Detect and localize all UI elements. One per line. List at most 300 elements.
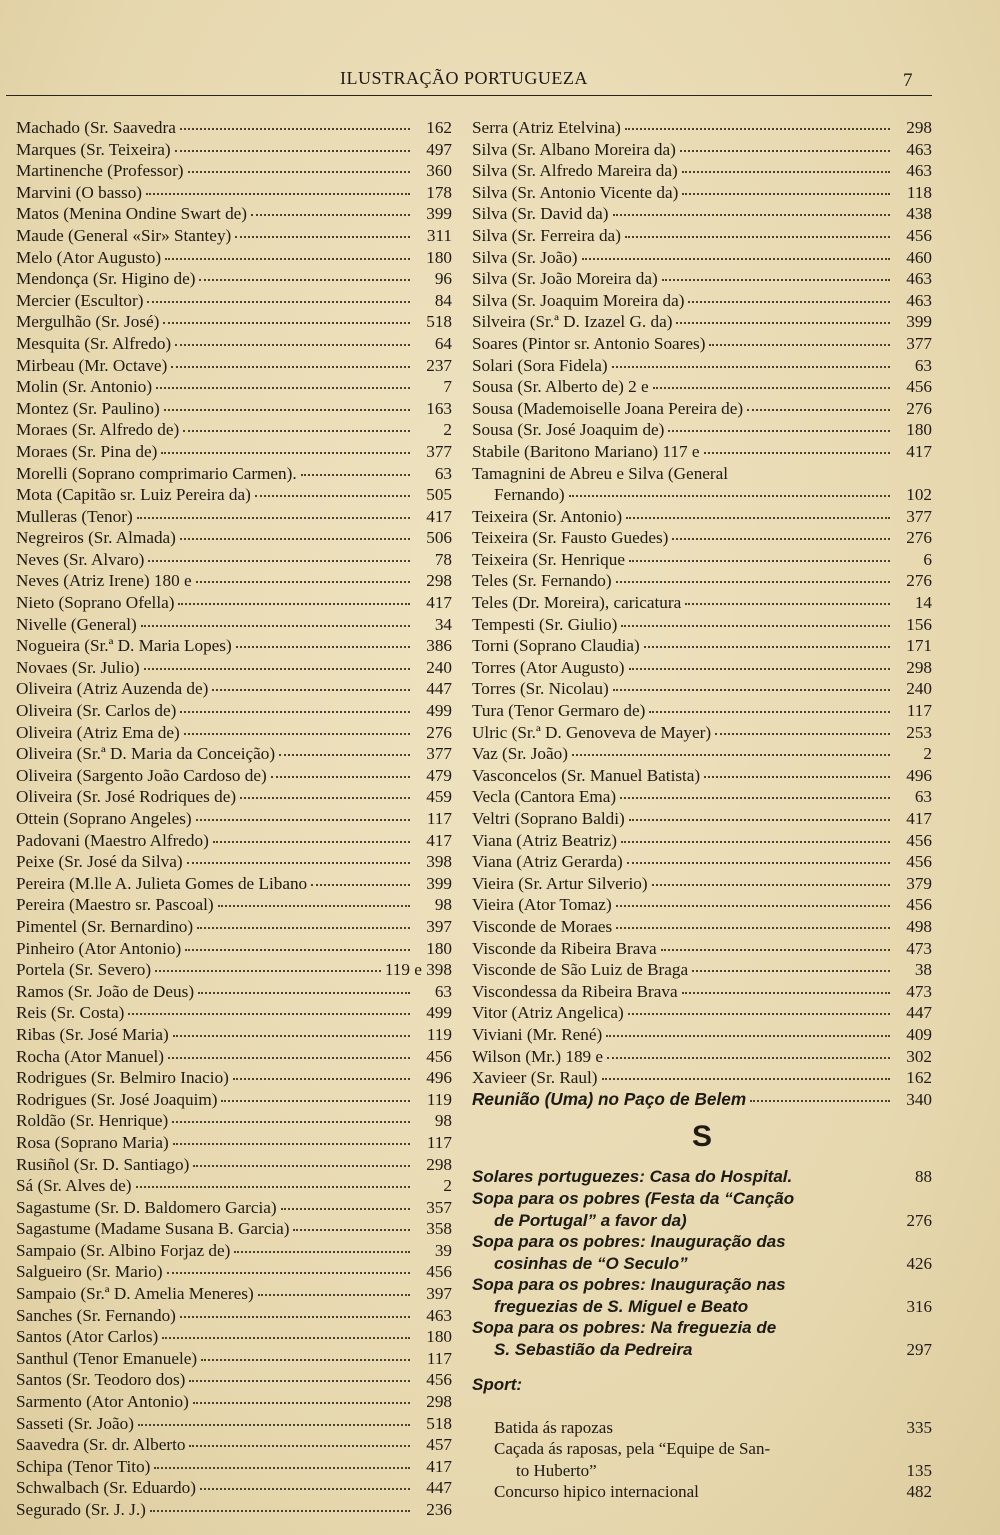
entry-name: Sasseti (Sr. João) [16, 1413, 134, 1433]
leader-dots [148, 560, 410, 562]
leader-dots [144, 668, 410, 670]
index-entry [16, 1197, 452, 1219]
left-index-column [16, 117, 452, 1521]
leader-dots [279, 754, 410, 756]
index-entry [16, 1132, 452, 1154]
leader-dots [602, 1078, 890, 1080]
leader-dots [688, 301, 890, 303]
entry-page: 377 [426, 744, 452, 764]
entry-page: 456 [906, 377, 932, 397]
index-entry [16, 1089, 452, 1111]
leader-dots [193, 1402, 410, 1404]
entry-page: 335 [906, 1417, 932, 1437]
leader-dots [185, 949, 410, 951]
index-entry [472, 981, 932, 1003]
entry-name: Salgueiro (Sr. Mario) [16, 1262, 163, 1282]
sport-entry [494, 1438, 932, 1481]
entry-name: Visconde da Ribeira Brava [472, 938, 657, 958]
index-entry [16, 808, 452, 830]
entry-page: 276 [906, 398, 932, 418]
entry-name: Pereira (Maestro sr. Pascoal) [16, 895, 214, 915]
index-entry [16, 1261, 452, 1283]
leader-dots [180, 1316, 410, 1318]
entry-page: 473 [906, 981, 932, 1001]
magazine-title: ILUSTRAÇÃO PORTUGUEZA [340, 68, 588, 88]
entry-page: 463 [906, 139, 932, 159]
index-entry [472, 419, 932, 441]
entry-name: Rusiñol (Sr. D. Santiago) [16, 1154, 190, 1174]
entry-page: 417 [426, 830, 452, 850]
entry-name: Ottein (Soprano Angeles) [16, 809, 192, 828]
entry-page: 180 [426, 938, 452, 958]
entry-name: Peixe (Sr. José da Silva) [16, 852, 183, 872]
index-entry [472, 722, 932, 744]
index-entry [472, 808, 932, 830]
entry-page: 117 [426, 809, 452, 828]
reuniao-entry [472, 1089, 932, 1111]
entry-name: Mendonça (Sr. Higino de) [16, 269, 196, 289]
index-entry [16, 1477, 452, 1499]
entry-name: Novaes (Sr. Julio) [16, 657, 140, 677]
sport-heading: Sport: [472, 1374, 523, 1394]
index-entry [472, 635, 932, 657]
entry-page: 482 [906, 1482, 932, 1502]
entry-page: 84 [434, 290, 452, 310]
entry-page: 447 [906, 1003, 932, 1023]
entry-page: 499 [426, 701, 452, 721]
leader-dots [569, 495, 890, 497]
index-entry [16, 1002, 452, 1024]
leader-dots [626, 517, 890, 519]
entry-page: 276 [906, 1210, 932, 1230]
entry-page: 39 [434, 1240, 452, 1260]
entry-line: to Huberto” [516, 1460, 597, 1480]
leader-dots [161, 452, 410, 454]
leader-dots [189, 1380, 410, 1382]
entry-page: 386 [426, 636, 452, 656]
entry-name: Vaz (Sr. João) [472, 744, 568, 764]
entry-page: 171 [906, 636, 932, 656]
entry-page: 96 [434, 269, 452, 289]
entry-page: 180 [906, 420, 932, 440]
leader-dots [171, 366, 410, 368]
index-entry [472, 160, 932, 182]
entry-line: de Portugal” a favor da) [494, 1210, 687, 1230]
index-entry [16, 894, 452, 916]
entry-page: 463 [906, 290, 932, 310]
index-entry [16, 247, 452, 269]
leader-dots [188, 171, 410, 173]
index-entry [472, 247, 932, 269]
entry-page: 180 [426, 1327, 452, 1347]
entry-name: Nogueira (Sr.ª D. Maria Lopes) [16, 636, 232, 656]
entry-name: Nivelle (General) [16, 614, 137, 634]
entry-name: Schwalbach (Sr. Eduardo) [16, 1478, 196, 1498]
entry-name: Machado (Sr. Saavedra [16, 118, 176, 137]
leader-dots [196, 581, 410, 583]
entry-page: 357 [426, 1197, 452, 1217]
index-entry [16, 268, 452, 290]
index-entry [472, 765, 932, 787]
entry-page: 473 [906, 938, 932, 958]
entry-page: 117 [426, 1348, 452, 1368]
entry-page: 456 [906, 895, 932, 915]
leader-dots [629, 819, 890, 821]
entry-name: Silva (Sr. João) [472, 247, 578, 267]
leader-dots [240, 797, 410, 799]
entry-page: 297 [906, 1340, 932, 1360]
entry-name: Sousa (Sr. José Joaquim de) [472, 420, 665, 440]
leader-dots [199, 279, 410, 281]
entry-page: 2 [923, 744, 932, 764]
index-entry [16, 311, 452, 333]
index-entry [472, 139, 932, 161]
entry-line: Batida ás rapozas [494, 1417, 613, 1437]
entry-name: Silva (Sr. David da) [472, 204, 609, 224]
entry-page: 505 [426, 485, 452, 505]
reuniao-page: 340 [906, 1089, 932, 1109]
index-entry [472, 959, 932, 981]
entry-name: Montez (Sr. Paulino) [16, 398, 160, 418]
index-entry [16, 527, 452, 549]
index-entry [472, 786, 932, 808]
entry-name: Matos (Menina Ondine Swart de) [16, 204, 248, 224]
index-entry [472, 743, 932, 765]
entry-name: Sampaio (Sr.ª D. Amelia Meneres) [16, 1284, 254, 1304]
index-entry [16, 959, 452, 981]
entry-name: Mota (Capitão sr. Luiz Pereira da) [16, 485, 251, 505]
index-entry [472, 894, 932, 916]
section-letter-s: S [691, 1120, 712, 1154]
entry-page: 409 [906, 1024, 932, 1044]
page-number: 7 [903, 70, 913, 91]
entry-page: 63 [434, 981, 452, 1001]
entry-page: 518 [426, 1413, 452, 1433]
entry-page: 38 [914, 960, 932, 980]
entry-page: 397 [426, 916, 452, 936]
leader-dots [136, 1186, 410, 1188]
leader-dots [193, 1165, 410, 1167]
entry-page: 240 [426, 657, 452, 677]
index-entry [16, 1218, 452, 1240]
entry-line: Sopa para os pobres: Inauguração das [472, 1232, 786, 1252]
entry-line: Sopa para os pobres (Festa da “Canção [472, 1188, 795, 1208]
entry-name: Oliveira (Sr. José Rodriques de) [16, 787, 237, 807]
leader-dots [147, 301, 410, 303]
index-entry [472, 938, 932, 960]
entry-page: 298 [426, 571, 452, 591]
entry-name: Mulleras (Tenor) [16, 506, 133, 526]
leader-dots [258, 1294, 410, 1296]
leader-dots [138, 1424, 410, 1426]
index-entry [16, 160, 452, 182]
entry-name: Mesquita (Sr. Alfredo) [16, 333, 172, 353]
leader-dots [218, 905, 410, 907]
entry-page: 276 [426, 722, 452, 742]
s-entry [472, 1188, 932, 1231]
entry-name: Torni (Soprano Claudia) [472, 636, 640, 656]
sport-entry [494, 1417, 932, 1439]
entry-name: Saavedra (Sr. dr. Alberto [16, 1435, 186, 1455]
entry-name: Silva (Sr. Joaquim Moreira da) [472, 290, 685, 310]
leader-dots [163, 322, 410, 324]
entry-page: 398 [426, 852, 452, 872]
leader-dots [668, 430, 890, 432]
index-entry [16, 1154, 452, 1176]
entry-page: 426 [906, 1253, 932, 1273]
leader-dots [162, 1337, 410, 1339]
entry-name: Xavieer (Sr. Raul) [472, 1068, 598, 1088]
entry-page: 463 [426, 1305, 452, 1325]
entry-name: Serra (Atriz Etelvina) [472, 118, 621, 137]
leader-dots [616, 905, 890, 907]
index-entry [472, 290, 932, 312]
entry-page: 156 [906, 614, 932, 634]
entry-page: 98 [434, 1111, 452, 1131]
entry-page: 302 [906, 1046, 932, 1066]
entry-name: Soares (Pintor sr. Antonio Soares) [472, 333, 706, 353]
entry-page: 276 [906, 528, 932, 548]
entry-page: 456 [426, 1370, 452, 1390]
entry-page: 496 [426, 1068, 452, 1088]
leader-dots [582, 258, 890, 260]
entry-text [494, 1438, 882, 1481]
entry-name: Padovani (Maestro Alfredo) [16, 830, 209, 850]
entry-page: 438 [906, 204, 932, 224]
entry-name: Torres (Sr. Nicolau) [472, 679, 609, 699]
entry-line: Sopa para os pobres: Na freguezia de [472, 1318, 777, 1338]
entry-page: 479 [426, 765, 452, 785]
entry-page: 463 [906, 161, 932, 181]
entry-name: Viviani (Mr. René) [472, 1024, 603, 1044]
index-entry [16, 225, 452, 247]
leader-dots [184, 733, 410, 735]
index-entry [16, 1110, 452, 1132]
leader-dots [715, 733, 890, 735]
entry-name: Pinheiro (Ator Antonio) [16, 938, 182, 958]
leader-dots [607, 1057, 890, 1059]
index-entry [16, 722, 452, 744]
index-entry [16, 1283, 452, 1305]
entry-name: Mergulhão (Sr. José) [16, 312, 160, 332]
index-entry [472, 333, 932, 355]
entry-page: 276 [906, 571, 932, 591]
entry-text [472, 1188, 882, 1231]
entry-page: 298 [426, 1154, 452, 1174]
leader-dots [629, 668, 890, 670]
s-entry [472, 1317, 932, 1360]
entry-name: Silva (Sr. João Moreira da) [472, 269, 658, 289]
entry-page: 399 [906, 312, 932, 332]
entry-name: Silva (Sr. Antonio Vicente da) [472, 182, 679, 202]
entry-name: Teixeira (Sr. Henrique [472, 549, 625, 569]
leader-dots [672, 538, 890, 540]
entry-name: Oliveira (Sr. Carlos de) [16, 701, 177, 721]
index-entry [16, 290, 452, 312]
index-entry [472, 830, 932, 852]
entry-page: 180 [426, 247, 452, 267]
index-entry [472, 592, 932, 614]
leader-dots [621, 841, 890, 843]
entry-name: Sanches (Sr. Fernando) [16, 1305, 176, 1325]
index-entry [16, 1175, 452, 1197]
entry-page: 178 [426, 182, 452, 202]
leader-dots [709, 344, 890, 346]
leader-dots [572, 754, 890, 756]
index-entry [16, 506, 452, 528]
leader-dots [200, 1488, 410, 1490]
entry-text [472, 1317, 882, 1360]
entry-page: 498 [906, 916, 932, 936]
entry-name: Molin (Sr. Antonio) [16, 377, 153, 397]
entry-name: Silva (Sr. Ferreira da) [472, 225, 621, 245]
entry-name: Vecla (Cantora Ema) [472, 787, 617, 807]
entry-name: Silva (Sr. Albano Moreira da) [472, 139, 676, 159]
entry-page: 456 [426, 1262, 452, 1282]
entry-line: Solares portuguezes: Casa do Hospital. [472, 1167, 793, 1187]
leader-dots [165, 258, 410, 260]
entry-page: 119 [426, 1089, 452, 1109]
index-entry [16, 139, 452, 161]
entry-page: 399 [426, 873, 452, 893]
leader-dots [172, 1121, 410, 1123]
entry-page: 377 [906, 333, 932, 353]
leader-dots [676, 322, 890, 324]
leader-dots [175, 344, 410, 346]
entry-name: Oliveira (Atriz Ema de) [16, 722, 180, 742]
index-entry [16, 635, 452, 657]
index-entry [472, 549, 932, 571]
leader-dots [198, 992, 410, 994]
entry-name: Sagastume (Sr. D. Baldomero Garcia) [16, 1197, 277, 1217]
entry-name: Neves (Sr. Alvaro) [16, 549, 145, 569]
index-entry [16, 441, 452, 463]
leader-dots [180, 128, 410, 130]
entry-page: 456 [906, 852, 932, 872]
entry-name: Sampaio (Sr. Albino Forjaz de) [16, 1240, 231, 1260]
entry-name: Oliveira (Sr.ª D. Maria da Conceição) [16, 744, 276, 764]
entry-name: Santhul (Tenor Emanuele) [16, 1348, 198, 1368]
entry-name: Reis (Sr. Costa) [16, 1003, 125, 1023]
s-entry [472, 1166, 932, 1188]
leader-dots [293, 1229, 410, 1231]
entry-page: 119 [426, 1024, 452, 1044]
entry-page: 162 [906, 1068, 932, 1088]
index-entry [16, 1348, 452, 1370]
leader-dots [692, 970, 890, 972]
entry-name: Martinenche (Professor) [16, 161, 184, 181]
entry-name: Neves (Atriz Irene) 180 e [16, 571, 192, 591]
index-entry [472, 506, 932, 528]
leader-dots [155, 970, 381, 972]
entry-name: Vitor (Atriz Angelica) [472, 1003, 624, 1023]
leader-dots [180, 538, 410, 540]
entry-page: 417 [426, 593, 452, 613]
index-entry [472, 851, 932, 873]
entry-line: Caçada ás raposas, pela “Equipe de San- [494, 1439, 771, 1459]
entry-name: Marvini (O basso) [16, 182, 143, 202]
s-entry [472, 1231, 932, 1274]
leader-dots [233, 1078, 410, 1080]
entry-name: Tempesti (Sr. Giulio) [472, 614, 618, 634]
s-entry [472, 1274, 932, 1317]
entry-page: 456 [906, 830, 932, 850]
entry-name: Sagastume (Madame Susana B. Garcia) [16, 1219, 290, 1239]
leader-dots [606, 1035, 890, 1037]
index-entry [472, 441, 932, 463]
entry-page: 64 [434, 333, 452, 353]
entry-page: 360 [426, 161, 452, 181]
leader-dots [616, 927, 890, 929]
index-entry [16, 182, 452, 204]
entry-name: Santos (Sr. Teodoro dos) [16, 1370, 186, 1390]
index-entry [16, 1456, 452, 1478]
right-index-column [472, 117, 932, 1503]
index-entry [16, 117, 452, 139]
entry-page: 417 [426, 506, 452, 526]
entry-page: 2 [443, 1176, 452, 1196]
leader-dots [189, 1445, 410, 1447]
leader-dots [750, 1100, 890, 1102]
page-header [0, 64, 1000, 104]
entry-page: 102 [906, 485, 932, 505]
entry-name: Sarmento (Ator Antonio) [16, 1392, 189, 1412]
index-entry [16, 355, 452, 377]
entry-page: 457 [426, 1435, 452, 1455]
index-entry [16, 592, 452, 614]
entry-name: Ulric (Sr.ª D. Genoveva de Mayer) [472, 722, 712, 742]
entry-page: 88 [915, 1167, 932, 1187]
entry-page: 358 [426, 1219, 452, 1239]
entry-name: Torres (Ator Augusto) [472, 657, 625, 677]
index-entry [16, 916, 452, 938]
leader-dots [137, 517, 410, 519]
leader-dots [255, 495, 410, 497]
header-rule [6, 95, 932, 96]
entry-page: 163 [426, 398, 452, 418]
leader-dots [201, 1359, 410, 1361]
entry-name: Segurado (Sr. J. J.) [16, 1500, 146, 1519]
entry-name: Viana (Atriz Beatriz) [472, 830, 617, 850]
leader-dots [301, 474, 410, 476]
index-entry [16, 333, 452, 355]
leader-dots [613, 214, 890, 216]
entry-name: Ramos (Sr. João de Deus) [16, 981, 195, 1001]
index-entry [16, 1067, 452, 1089]
index-entry [16, 203, 452, 225]
entry-page: 417 [906, 441, 932, 461]
leader-dots [146, 193, 410, 195]
entry-page: 417 [426, 1456, 452, 1476]
entry-name: Vieira (Sr. Artur Silverio) [472, 873, 648, 893]
entry-name: Ribas (Sr. José Maria) [16, 1024, 169, 1044]
entry-page: 497 [426, 139, 452, 159]
index-entry [472, 376, 932, 398]
index-entry [472, 182, 932, 204]
entry-page: 118 [906, 182, 932, 202]
index-entry [472, 268, 932, 290]
leader-dots [625, 236, 890, 238]
index-entry [472, 1046, 932, 1068]
leader-dots [236, 646, 410, 648]
entry-name: Visconde de Moraes [472, 916, 613, 936]
entry-page: 447 [426, 1478, 452, 1498]
entry-name-continued: Fernando) [494, 485, 565, 505]
entry-name: Moraes (Sr. Pina de) [16, 441, 158, 461]
index-entry [16, 851, 452, 873]
index-entry [16, 700, 452, 722]
entry-text [472, 1166, 882, 1188]
